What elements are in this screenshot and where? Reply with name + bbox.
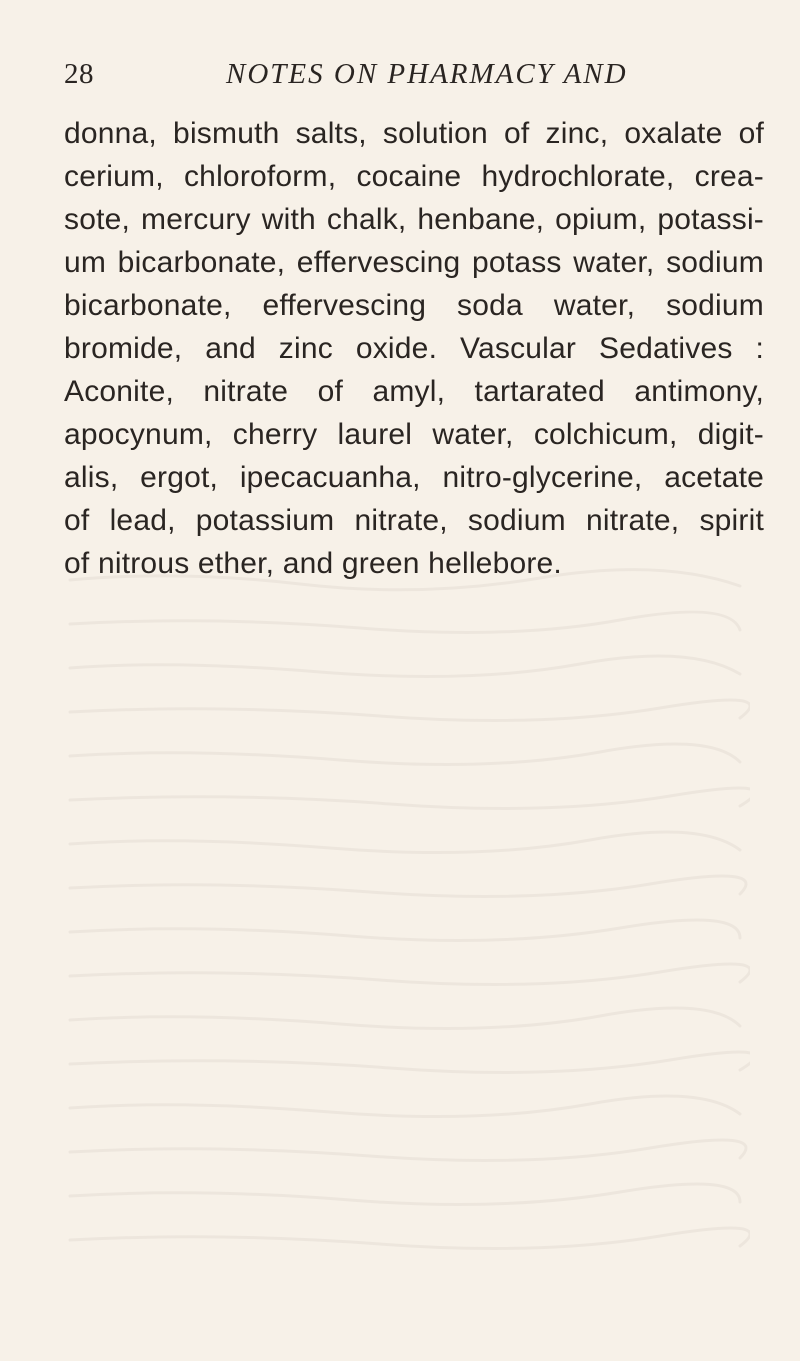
show-through-texture [60, 540, 750, 1280]
text-line: bicarbonate, effervescing soda water, sodium [64, 289, 764, 322]
text-line: um bicarbonate, effervescing potass water, sodium [64, 246, 764, 279]
text-line: of lead, potassium nitrate, sodium nitrate, spirit [64, 504, 764, 537]
text-line: cerium, chloroform, cocaine hydrochlorate, crea- [64, 160, 764, 193]
page-number: 28 [64, 58, 94, 90]
text-line: donna, bismuth salts, solution of zinc, oxalate of [64, 117, 764, 150]
text-line: apocynum, cherry laurel water, colchicum, digit- [64, 418, 764, 451]
text-line: bromide, and zinc oxide. Vascular Sedatives : [64, 332, 764, 365]
text-line: alis, ergot, ipecacuanha, nitro-glycerine, acetate [64, 461, 764, 494]
text-line: sote, mercury with chalk, henbane, opium, potassi- [64, 203, 764, 236]
running-head: NOTES ON PHARMACY AND [226, 58, 628, 90]
body-paragraph [64, 112, 764, 585]
text-line: of nitrous ether, and green hellebore. [64, 547, 562, 580]
text-line: Aconite, nitrate of amyl, tartarated antimony, [64, 375, 764, 408]
